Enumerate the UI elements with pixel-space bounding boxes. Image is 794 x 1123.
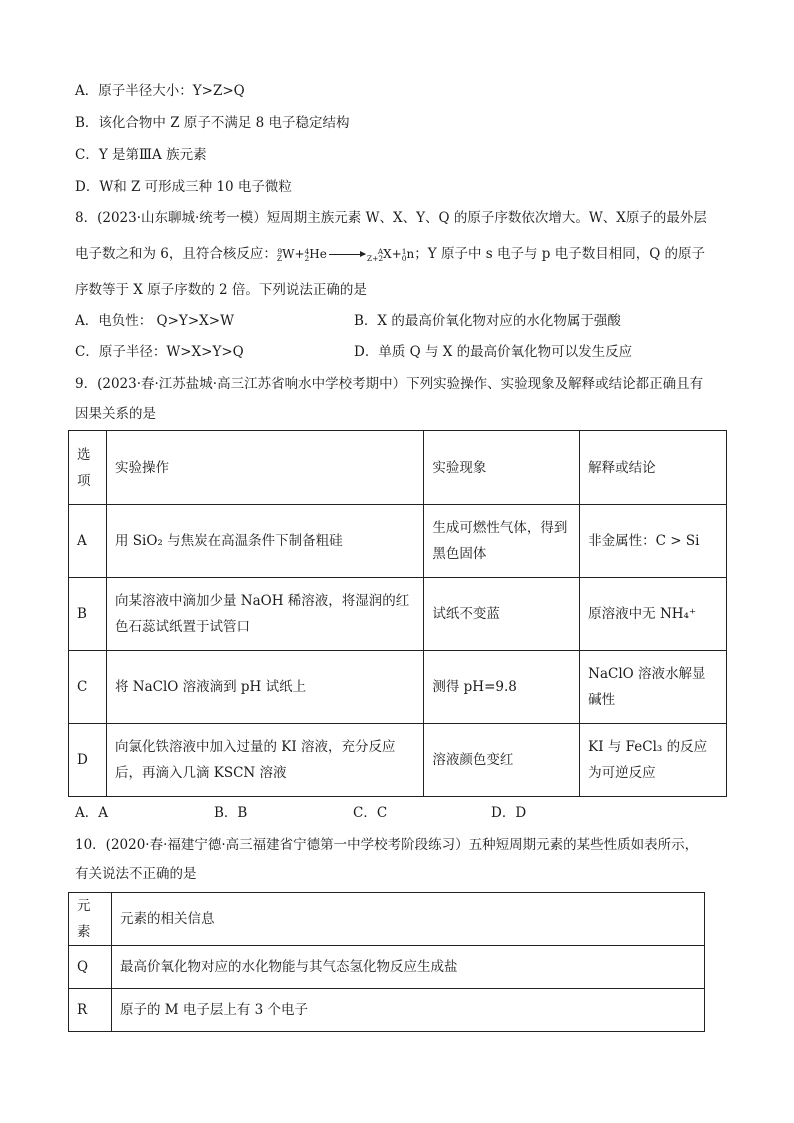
q8-stem-line1: 8．(2023·山东聊城·统考一模）短周期主族元素 W、X、Y、Q 的原子序数依次增大。W、X原子的最外层: [75, 210, 707, 226]
table-row: [69, 989, 705, 1032]
q9-answer-c: C．C: [353, 805, 388, 821]
nuclide-he-symbol: He: [309, 247, 327, 261]
nuclide-w-mass: 9: [277, 246, 283, 256]
row-info: 最高价氧化物对应的水化物能与其气态氢化物反应生成盐: [111, 946, 704, 989]
nuclide-n-mass: 1: [401, 246, 407, 256]
nuclear-reaction-equation: [277, 247, 414, 261]
q9-answer-a: A．A: [75, 805, 108, 821]
header-operation: 实验操作: [106, 431, 423, 505]
nuclide-he-number: 2: [304, 253, 310, 263]
row-operation: 用 SiO₂ 与焦炭在高温条件下制备粗硅: [106, 505, 423, 578]
q9-stem-line1: 9．(2023·春·江苏盐城·高三江苏省响水中学校考期中）下列实验操作、实验现象及解释或结论都正确且有: [75, 376, 704, 392]
q8-stem-line2-post: ；Y 原子中 s 电子与 p 电子数目相同，Q 的原子: [414, 246, 706, 262]
q10-stem-line2: 有关说法不正确的是: [75, 866, 197, 882]
row-option: C: [69, 651, 107, 724]
q8-option-a: A．电负性： Q>Y>X>W: [75, 313, 234, 329]
q8-option-d: D．单质 Q 与 X 的最高价氧化物可以发生反应: [354, 344, 633, 360]
table-row: [69, 946, 705, 989]
nuclide-x-number: Z+2: [366, 253, 384, 263]
q10-table: [68, 892, 705, 1032]
row-option: B: [69, 578, 107, 651]
nuclide-x-symbol: X+: [383, 247, 402, 261]
row-operation: 向氯化铁溶液中加入过量的 KI 溶液，充分反应后，再滴入几滴 KSCN 溶液: [106, 724, 423, 797]
nuclide-he-mass: 4: [304, 246, 310, 256]
q9-table: [68, 430, 727, 797]
q8-stem-line2: [75, 244, 705, 264]
q7-option-c: C．Y 是第ⅢA 族元素: [75, 147, 207, 163]
row-option: D: [69, 724, 107, 797]
header-option: 选项: [69, 431, 107, 505]
row-info: 原子的 M 电子层上有 3 个电子: [111, 989, 704, 1032]
row-observation: 溶液颜色变红: [424, 724, 580, 797]
q10-stem-line1: 10．(2020·春·福建宁德·高三福建省宁德第一中学校考阶段练习）五种短周期元素的某些性质如表所示，: [75, 837, 699, 853]
q8-stem-line2-pre: 电子数之和为 6，且符合核反应：: [75, 246, 277, 262]
header-element: 元素: [69, 893, 112, 946]
row-observation: 试纸不变蓝: [424, 578, 580, 651]
q9-stem-line2: 因果关系的是: [75, 406, 156, 422]
row-observation: 测得 pH=9.8: [424, 651, 580, 724]
row-conclusion: 原溶液中无 NH₄⁺: [580, 578, 727, 651]
row-conclusion: NaClO 溶液水解显碱性: [580, 651, 727, 724]
nuclide-w-number: Z: [276, 253, 283, 263]
table-header-row: [69, 893, 705, 946]
row-conclusion: 非金属性：C > Si: [580, 505, 727, 578]
q8-option-b: B．X 的最高价氧化物对应的水化物属于强酸: [354, 313, 621, 329]
nuclide-w-symbol: W+: [282, 247, 305, 261]
row-operation: 向某溶液中滴加少量 NaOH 稀溶液，将湿润的红色石蕊试纸置于试管口: [106, 578, 423, 651]
header-info: 元素的相关信息: [111, 893, 704, 946]
row-element: Q: [69, 946, 112, 989]
row-conclusion: KI 与 FeCl₃ 的反应为可逆反应: [580, 724, 727, 797]
q9-answer-b: B．B: [214, 805, 248, 821]
header-conclusion: 解释或结论: [580, 431, 727, 505]
q8-option-c: C．原子半径：W>X>Y>Q: [75, 344, 244, 360]
nuclide-x-mass: A: [377, 246, 384, 256]
row-option: A: [69, 505, 107, 578]
table-row: [69, 505, 727, 578]
q8-stem-line3: 序数等于 X 原子序数的 2 倍。下列说法正确的是: [75, 282, 367, 298]
row-operation: 将 NaClO 溶液滴到 pH 试纸上: [106, 651, 423, 724]
nuclide-n-symbol: n: [406, 247, 415, 261]
q7-option-a: A．原子半径大小：Y>Z>Q: [75, 83, 245, 99]
row-element: R: [69, 989, 112, 1032]
q9-answer-d: D．D: [491, 805, 527, 821]
header-observation: 实验现象: [424, 431, 580, 505]
reaction-arrow-icon: [329, 254, 365, 255]
table-header-row: [69, 431, 727, 505]
nuclide-x-indices: [367, 248, 383, 262]
table-row: [69, 724, 727, 797]
table-row: [69, 578, 727, 651]
q7-option-d: D．W和 Z 可形成三种 10 电子微粒: [75, 179, 292, 195]
row-observation: 生成可燃性气体，得到黑色固体: [424, 505, 580, 578]
table-row: [69, 651, 727, 724]
q7-option-b: B．该化合物中 Z 原子不满足 8 电子稳定结构: [75, 115, 350, 131]
nuclide-n-number: 0: [401, 253, 407, 263]
